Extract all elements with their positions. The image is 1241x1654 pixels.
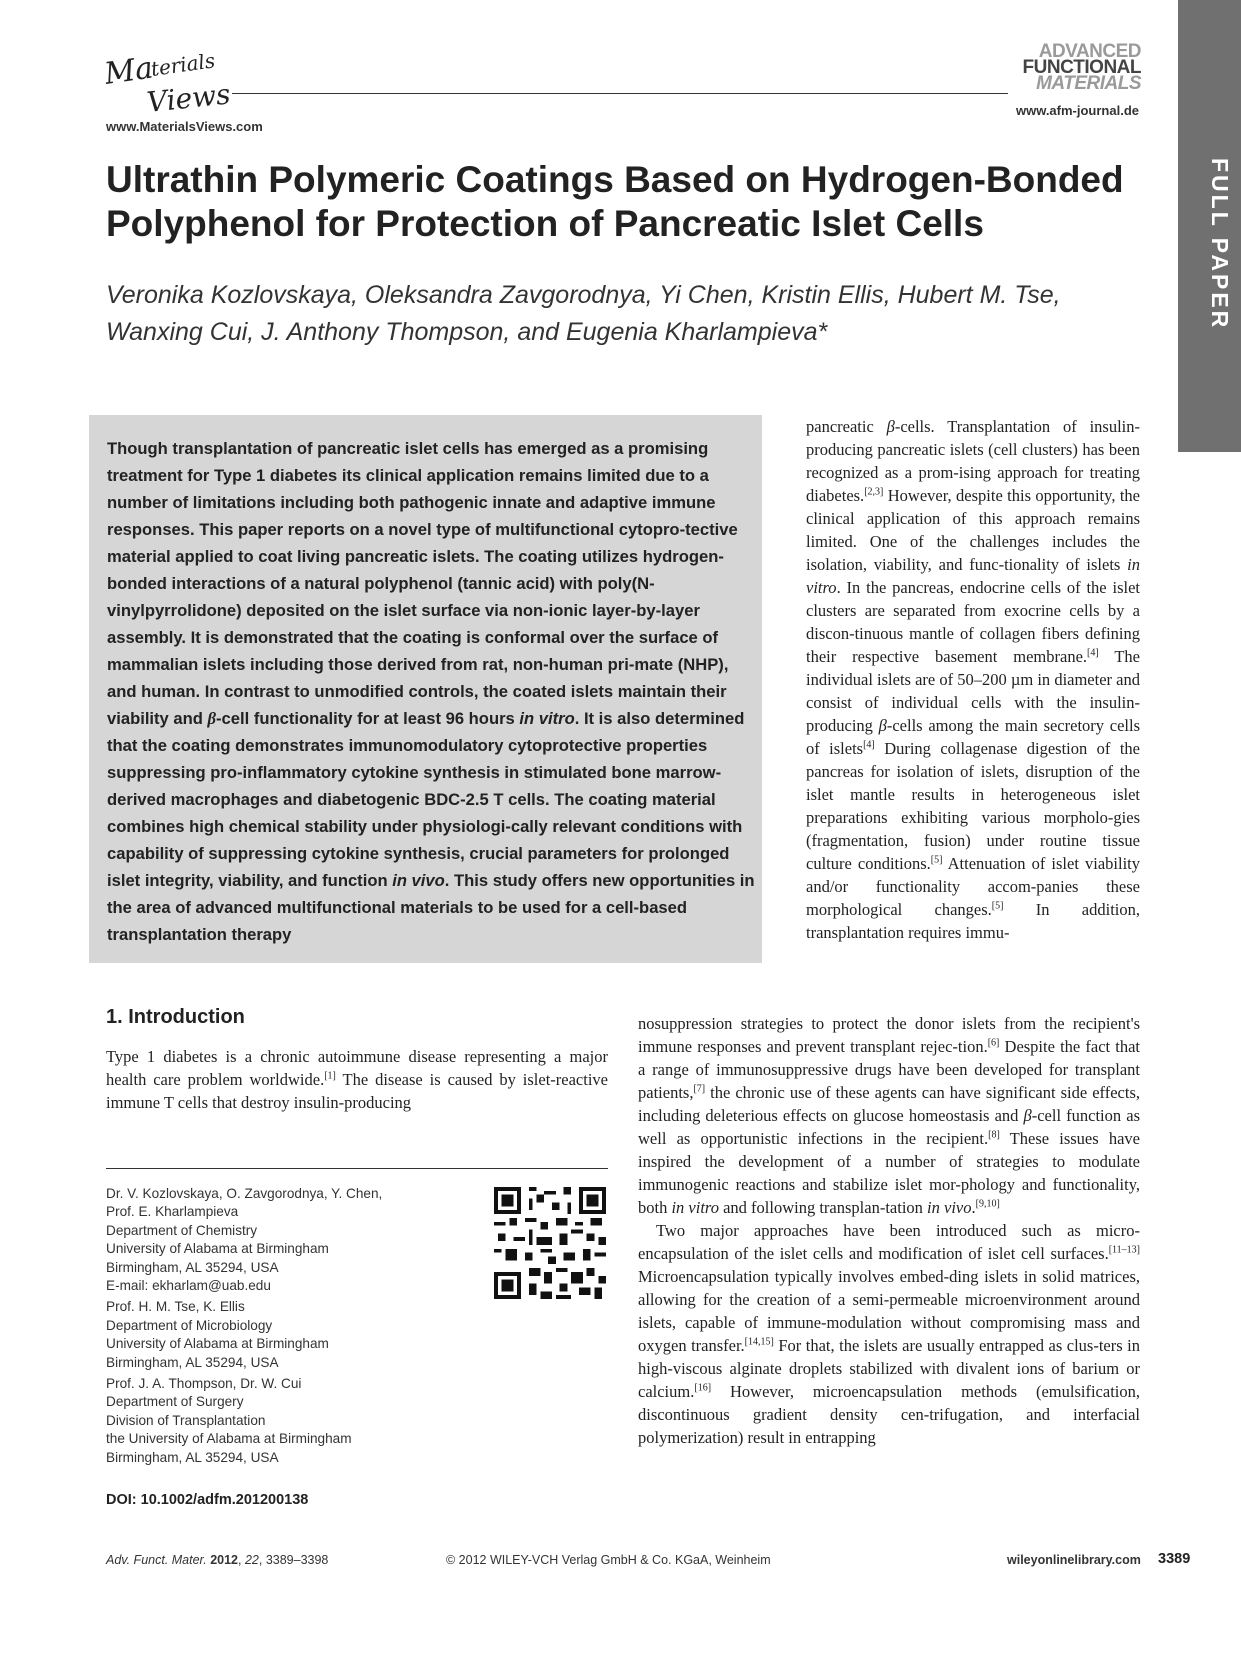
- afm-logo-line-1: ADVANCED: [1038, 41, 1141, 62]
- header-rule: [232, 93, 1008, 94]
- citation[interactable]: [7]: [693, 1083, 706, 1095]
- afm-journal-url[interactable]: www.afm-journal.de: [1015, 103, 1139, 118]
- citation[interactable]: [4]: [1087, 647, 1099, 659]
- citation[interactable]: [6]: [987, 1037, 1000, 1049]
- citation[interactable]: [11–13]: [1108, 1244, 1140, 1256]
- abstract-italic: in vivo: [392, 871, 445, 890]
- paper-authors: Veronika Kozlovskaya, Oleksandra Zavgorodnya, Yi Chen, Kristin Ellis, Hubert M. Tse, Wanxing Cui, J. Anthony Thompson, and Eugenia Kharlampieva*: [106, 281, 1061, 346]
- affiliations: [106, 1185, 466, 1470]
- citation[interactable]: [5]: [991, 900, 1004, 912]
- full-paper-tab-label: FULL PAPER: [1207, 158, 1233, 331]
- svg-text:terials: terials: [149, 54, 217, 81]
- citation[interactable]: [2,3]: [864, 486, 884, 498]
- page-number: 3389: [1158, 1551, 1191, 1567]
- footer-journal-citation: Adv. Funct. Mater. 2012, 22, 3389–3398: [106, 1553, 329, 1567]
- afm-logo-line-3: MATERIALS: [1036, 73, 1141, 94]
- citation[interactable]: [5]: [930, 854, 943, 866]
- footer-copyright: © 2012 WILEY-VCH Verlag GmbH & Co. KGaA, Weinheim: [446, 1553, 771, 1567]
- abstract-part: Though transplantation of pancreatic islet cells has emerged as a promising treatment for Type 1 diabetes its clinical application remains limited due to a number of limitations including both pathogenic innate and adaptive immune responses. This paper reports on a novel type of multifunctional cytopro-tective material applied to coat living pancreatic islets. The coating utilizes hydrogen-bonded interactions of a natural polyphenol (tannic acid) with poly(N-vinylpyrrolidone) deposited on the islet surface via non-ionic layer-by-layer assembly. It is demonstrated that the coating is conformal over the surface of mammalian islets including those derived from rat, non-human pri-mate (NHP), and human. In contrast to unmodified controls, the coated islets maintain their viability and: [107, 439, 738, 728]
- intro-heading: 1. Introduction: [106, 1006, 245, 1028]
- citation[interactable]: [1]: [324, 1070, 336, 1082]
- abstract-text: [107, 435, 755, 948]
- footer-site-link[interactable]: wileyonlinelibrary.com: [1007, 1553, 1141, 1567]
- materialsviews-url[interactable]: www.MaterialsViews.com: [106, 119, 263, 134]
- abstract-italic: in vitro: [519, 709, 575, 728]
- paper-title: Ultrathin Polymeric Coatings Based on Hydrogen-Bonded Polyphenol for Protection of Pancreatic Islet Cells: [106, 159, 1124, 244]
- right-column-bottom: nosuppression strategies to protect the donor islets from the recipient's immune responses and prevent transplant rejec-tion.[6] Despite the fact that a range of immunosuppressive drugs have been developed for transplant patients,[7] the chronic use of these agents can have significant side effects, including deleterious effects on glucose homeostasis and β-cell function as well as opportunistic infections in the recipient.[8] These issues have inspired the development of a number of strategies to modulate immunogenic reactions and stabilize islet mor-phology and functionality, both in vitro and following transplan-tation in vivo.[9,10] Two major approaches have been introduced such as micro-encapsulation of the islet cells and modification of islet cell surfaces.[11–13] Microencapsulation typically involves embed-ding islets in solid matrices, allowing for the creation of a semi-permeable microenvironment around islets, capable of immune-modulation without compromising mass and oxygen transfer.[14,15] For that, the islets are usually entrapped as clus-ters in high-viscous alginate droplets stabilized with divalent ions of barium or calcium.[16] However, microencapsulation methods (emulsification, discontinuous gradient density cen-trifugation, and interfacial polymerization) result in entrapping: [638, 1014, 1141, 1447]
- intro-text: Type 1 diabetes is a chronic autoimmune disease representing a major health care problem worldwide.[1] The disease is caused by islet-reactive immune T cells that destroy insulin-producing: [106, 1047, 608, 1112]
- materials-views-logo: [106, 54, 236, 122]
- abstract-part: -cell functionality for at least 96 hours: [216, 709, 520, 728]
- right-column-top: pancreatic β-cells. Transplantation of insulin-producing pancreatic islets (cell clusters) has been recognized as a prom-ising approach for treating diabetes.[2,3] However, despite this opportunity, the clinical application of this approach remains limited. One of the challenges includes the isolation, viability, and func-tionality of islets in vitro. In the pancreas, endocrine cells of the islet clusters are separated from exocrine cells by a discon-tinuous mantle of collagen fibers defining their respective basement membrane.[4] The individual islets are of 50–200 µm in diameter and consist of individual cells with the insulin-producing β-cells among the main secretory cells of islets[4] During collagenase digestion of the pancreas for isolation of islets, disruption of the islet mantle results in heterogeneous islet preparations exhibiting various morpholo-gies (fragmentation, fusion) under routine tissue culture conditions.[5] Attenuation of islet viability and/or functionality accom-panies these morphological changes.[5] In addition, transplantation requires immu-: [806, 417, 1141, 942]
- abstract-part: . This study offers new opportunities in the area of advanced multifunctional materials to be used for a cell-based transplantation therapy: [107, 871, 755, 944]
- citation[interactable]: [9,10]: [975, 1198, 1000, 1210]
- beta-symbol: β: [207, 709, 217, 728]
- afm-logo-line-2: FUNCTIONAL: [1022, 57, 1141, 78]
- svg-text:Ma: Ma: [106, 54, 156, 92]
- qr-code-icon[interactable]: [494, 1187, 606, 1299]
- citation[interactable]: [16]: [694, 1382, 712, 1394]
- abstract-part: . It is also determined that the coating demonstrates immunomodulatory cytoprotective properties suppressing pro-inflammatory cytokine synthesis in stimulated bone marrow-derived macrophages and diabetogenic BDC-2.5 T cells. The coating material combines high chemical stability under physiologi-cally relevant conditions with capability of suppressing cytokine synthesis, crucial parameters for prolonged islet integrity, viability, and function: [107, 709, 745, 890]
- citation[interactable]: [4]: [863, 739, 875, 751]
- affiliation-block: Dr. V. Kozlovskaya, O. Zavgorodnya, Y. Chen, Prof. E. Kharlampieva Department of Chemistry University of Alabama at Birmingham Birmingham, AL 35294, USA E-mail: ekharlam@uab.edu: [106, 1185, 466, 1295]
- afm-journal-logo: [1015, 41, 1141, 94]
- affiliation-block: Prof. H. M. Tse, K. Ellis Department of Microbiology University of Alabama at Birmingham Birmingham, AL 35294, USA: [106, 1299, 329, 1370]
- svg-text:Views: Views: [145, 77, 232, 119]
- citation[interactable]: [8]: [988, 1129, 1000, 1141]
- affiliation-rule: [106, 1168, 608, 1169]
- contact-email[interactable]: E-mail: ekharlam@uab.edu: [106, 1278, 271, 1294]
- citation[interactable]: [14,15]: [744, 1336, 774, 1348]
- doi[interactable]: DOI: 10.1002/adfm.201200138: [106, 1492, 309, 1508]
- affiliation-block: Prof. J. A. Thompson, Dr. W. Cui Department of Surgery Division of Transplantation the University of Alabama at Birmingham Birmingham, AL 35294, USA: [106, 1376, 352, 1465]
